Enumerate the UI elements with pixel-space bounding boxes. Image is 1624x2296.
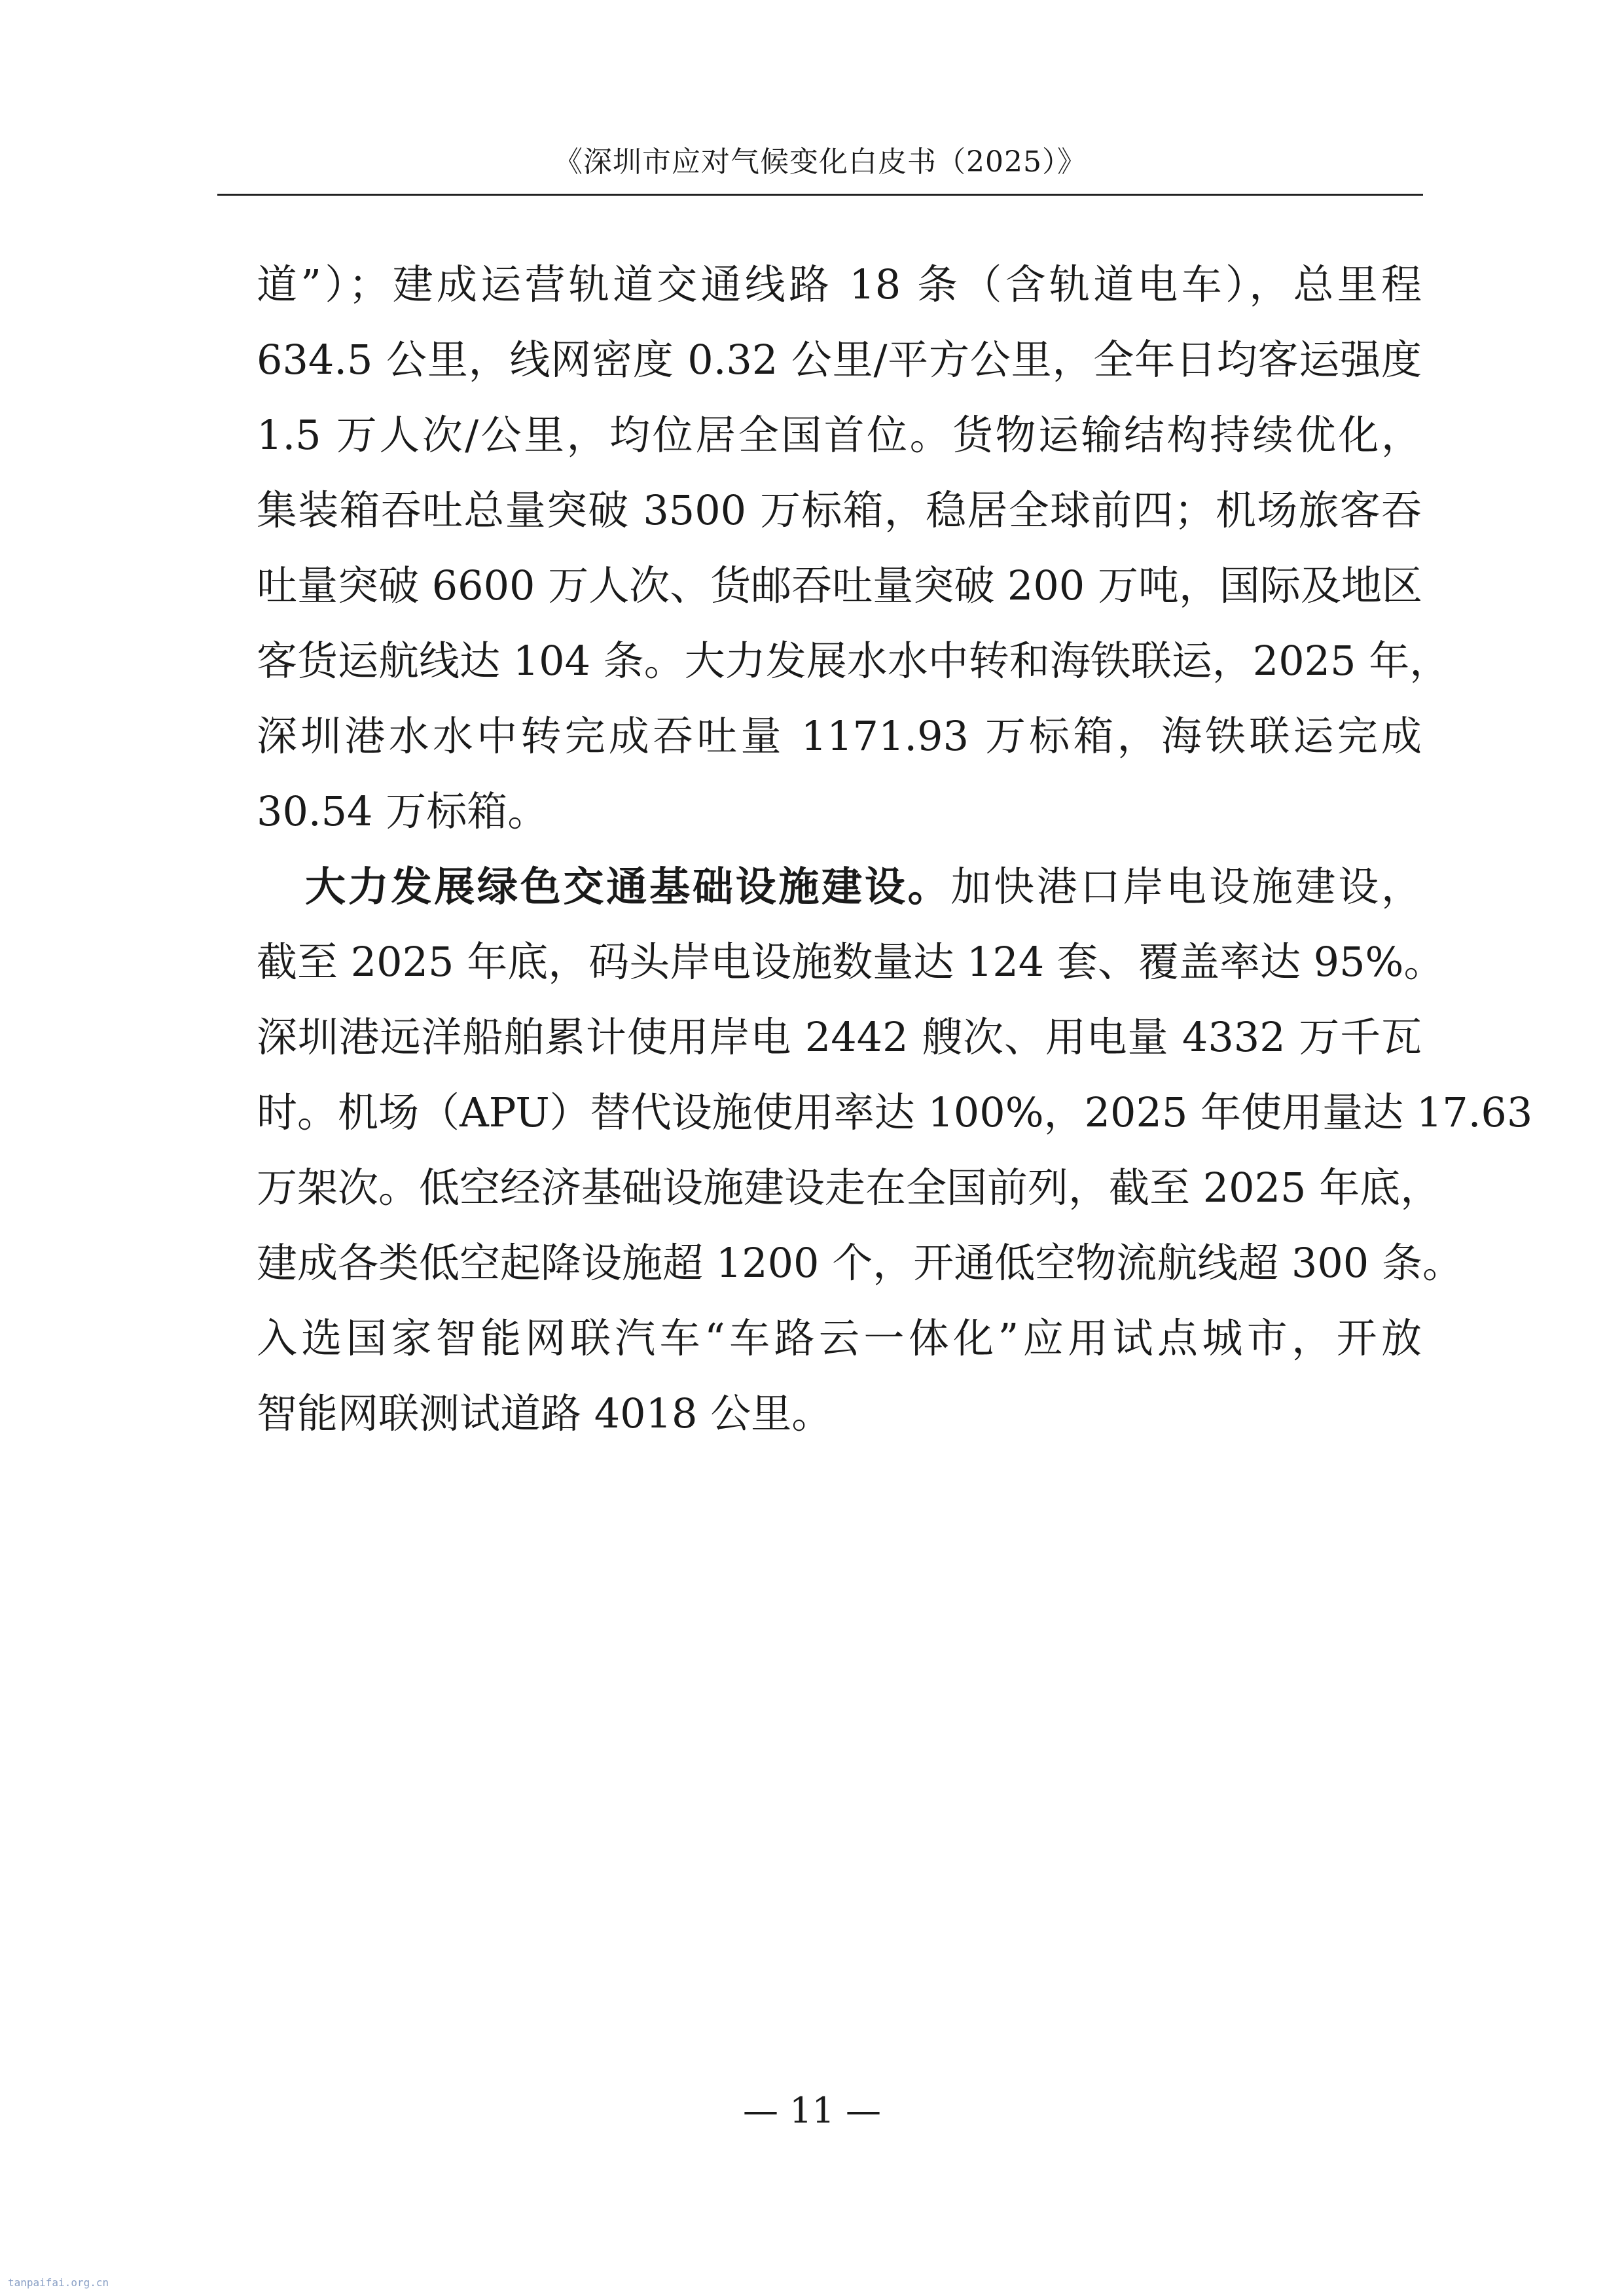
body-line: 截至 2025 年底，码头岸电设施数量达 124 套、覆盖率达 95%。 bbox=[257, 938, 1445, 986]
body-line: 道”）；建成运营轨道交通线路 18 条（含轨道电车），总里程 bbox=[257, 260, 1422, 308]
body-line: 万架次。低空经济基础设施建设走在全国前列，截至 2025 年底， bbox=[257, 1164, 1441, 1211]
body-line: 集装箱吞吐总量突破 3500 万标箱，稳居全球前四；机场旅客吞 bbox=[257, 486, 1422, 534]
body-line: 1.5 万人次/公里，均位居全国首位。货物运输结构持续优化， bbox=[257, 411, 1422, 459]
body-line: 客货运航线达 104 条。大力发展水水中转和海铁联运，2025 年， bbox=[257, 637, 1451, 685]
body-line: 634.5 公里，线网密度 0.32 公里/平方公里，全年日均客运强度 bbox=[257, 336, 1422, 384]
page-number: — 11 — bbox=[742, 2090, 882, 2131]
paragraph-lead-line bbox=[305, 861, 1422, 913]
body-line: 深圳港水水中转完成吞吐量 1171.93 万标箱，海铁联运完成 bbox=[257, 712, 1422, 760]
body-line: 时。机场（APU）替代设施使用率达 100%，2025 年使用量达 17.63 bbox=[257, 1088, 1533, 1136]
paragraph-text: 加快港口岸电设施建设， bbox=[950, 863, 1422, 910]
body-line: 30.54 万标箱。 bbox=[257, 787, 549, 835]
body-line: 深圳港远洋船舶累计使用岸电 2442 艘次、用电量 4332 万千瓦 bbox=[257, 1013, 1422, 1061]
section-heading-inline: 大力发展绿色交通基础设施建设。 bbox=[305, 863, 951, 910]
watermark: tanpaifai.org.cn bbox=[8, 2276, 109, 2289]
body-line: 智能网联测试道路 4018 公里。 bbox=[257, 1390, 833, 1437]
running-header: 《深圳市应对气候变化白皮书（2025）》 bbox=[554, 145, 1087, 179]
body-line: 入选国家智能网联汽车“车路云一体化”应用试点城市，开放 bbox=[257, 1314, 1422, 1362]
header-rule bbox=[217, 194, 1423, 196]
body-line: 吐量突破 6600 万人次、货邮吞吐量突破 200 万吨，国际及地区 bbox=[257, 562, 1422, 609]
body-line: 建成各类低空起降设施超 1200 个，开通低空物流航线超 300 条。 bbox=[257, 1239, 1463, 1287]
